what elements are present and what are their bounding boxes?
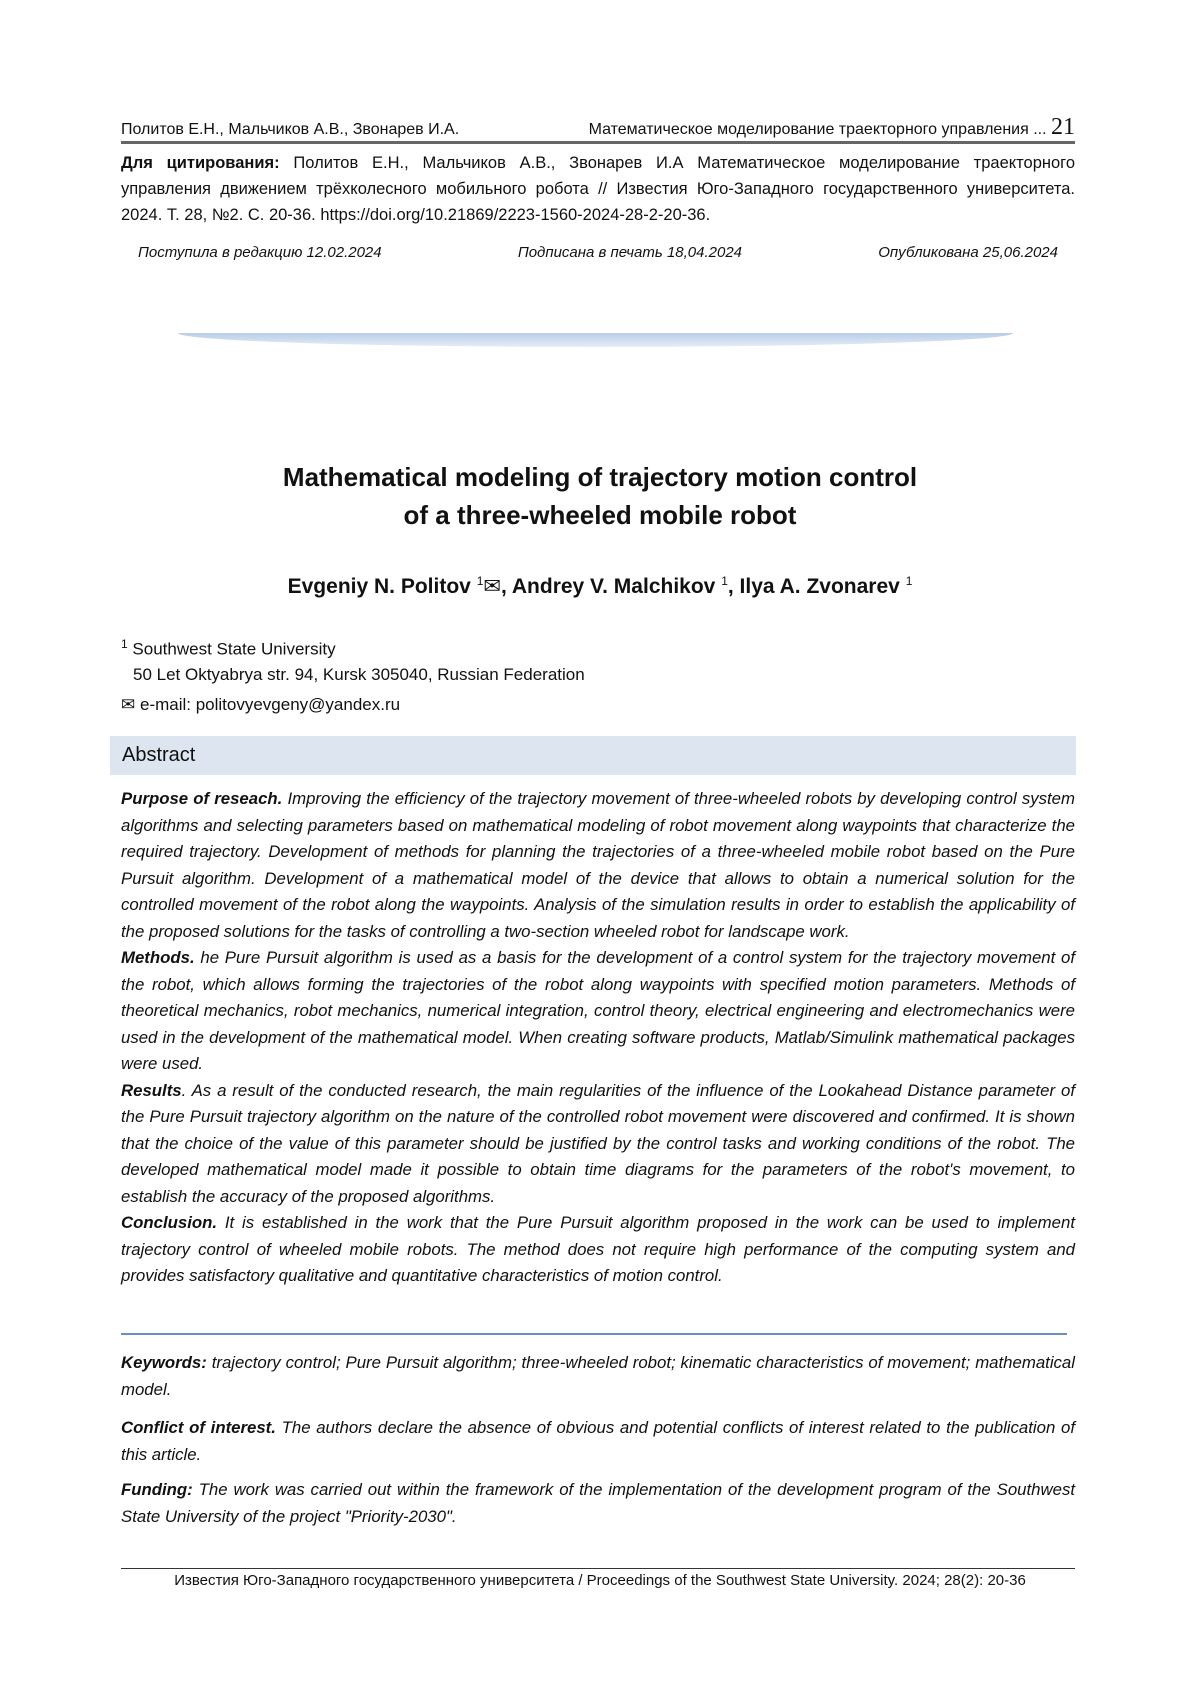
- funding-label: Funding:: [121, 1480, 193, 1499]
- citation: [121, 150, 1075, 228]
- envelope-icon: ✉: [483, 575, 501, 598]
- title-line-2: of a three-wheeled mobile robot: [0, 496, 1200, 534]
- author-3-sup: 1: [906, 574, 913, 588]
- header-authors: Политов Е.Н., Мальчиков А.В., Звонарев И.А.: [121, 121, 459, 139]
- citation-label: Для цитирования:: [121, 154, 280, 172]
- date-signed: Подписана в печать 18,04.2024: [518, 244, 742, 261]
- date-published: Опубликована 25,06.2024: [878, 244, 1058, 261]
- conclusion-text: It is established in the work that the Pure Pursuit algorithm proposed in the work can be used to implement trajectory control of wheeled mobile robots. The method does not require high performance of the computing system and provides satisfactory qualitative and quantitative characteristics of motion control.: [121, 1213, 1075, 1285]
- section-divider: [121, 1333, 1067, 1335]
- author-1: Evgeniy N. Politov: [288, 575, 471, 598]
- abstract-body: [121, 786, 1075, 1290]
- envelope-icon: ✉: [121, 695, 135, 714]
- affil-name: Southwest State University: [132, 640, 335, 659]
- conflict-of-interest: [121, 1415, 1075, 1468]
- results-label: Results: [121, 1081, 182, 1100]
- dates: [138, 244, 1058, 261]
- methods-text: he Pure Pursuit algorithm is used as a basis for the development of a control system for the trajectory movement of the robot, which allows forming the trajectories of the robot along waypoints with specified motion parameters. Methods of theoretical mechanics, robot mechanics, numerical integration, control theory, electrical engineering and electromechanics were used in the development of the mathematical model. When creating software products, Matlab/Simulink mathematical packages were used.: [121, 948, 1075, 1073]
- results-text: . As a result of the conducted research, the main regularities of the influence of the Lookahead Distance parameter of the Pure Pursuit trajectory algorithm on the nature of the controlled robot movement were discovered and confirmed. It is shown that the choice of the value of this parameter should be justified by the control tasks and working conditions of the robot. The developed mathematical model made it possible to obtain time diagrams for the parameters of the robot's movement, to establish the accuracy of the proposed algorithms.: [121, 1081, 1075, 1206]
- affil-address: 50 Let Oktyabrya str. 94, Kursk 305040, Russian Federation: [121, 662, 585, 687]
- running-header: [121, 113, 1075, 144]
- funding-text: The work was carried out within the framework of the implementation of the development program of the Southwest State University of the project "Priority-2030".: [121, 1480, 1075, 1526]
- email-link[interactable]: e-mail: politovyevgeny@yandex.ru: [140, 695, 400, 714]
- author-3: Ilya A. Zvonarev: [740, 575, 900, 598]
- funding: [121, 1477, 1075, 1530]
- affiliation: [121, 632, 585, 687]
- author-1-sup: 1: [477, 574, 484, 588]
- date-received: Поступила в редакцию 12.02.2024: [138, 244, 382, 261]
- affil-sup: 1: [121, 637, 128, 651]
- paper-page: [0, 0, 1200, 1698]
- page-number: 21: [1051, 114, 1075, 140]
- keywords: [121, 1350, 1075, 1403]
- author-2: Andrey V. Malchikov: [512, 575, 715, 598]
- decorative-divider: [178, 333, 1013, 347]
- email-line: [121, 695, 400, 715]
- citation-text: Политов Е.Н., Мальчиков А.В., Звонарев И.А Математическое моделирование траекторного управления движением трёхколесного мобильного робота // Известия Юго-Западного государственного университета. 2024. Т. 28, №2. С. 20-36. https://doi.org/10.21869/2223-1560-2024-28-2-20-36.: [121, 154, 1075, 224]
- purpose-text: Improving the efficiency of the trajectory movement of three-wheeled robots by developing control system algorithms and selecting parameters based on mathematical modeling of robot movement along waypoints that characterize the required trajectory. Development of methods for planning the trajectories of a three-wheeled mobile robot based on the Pure Pursuit algorithm. Development of a mathematical model of the device that allows to obtain a numerical solution for the controlled movement of the robot along the waypoints. Analysis of the simulation results in order to establish the applicability of the proposed solutions for the tasks of controlling a two-section wheeled robot for landscape work.: [121, 789, 1075, 941]
- keywords-text: trajectory control; Pure Pursuit algorithm; three-wheeled robot; kinematic characteristics of movement; mathematical model.: [121, 1353, 1075, 1399]
- methods-label: Methods.: [121, 948, 195, 967]
- keywords-label: Keywords:: [121, 1353, 207, 1372]
- conclusion-label: Conclusion.: [121, 1213, 217, 1232]
- abstract-heading: Abstract: [110, 736, 1076, 775]
- conflict-text: The authors declare the absence of obvious and potential conflicts of interest related to the publication of this article.: [121, 1418, 1075, 1464]
- conflict-label: Conflict of interest.: [121, 1418, 276, 1437]
- journal-footer: Известия Юго-Западного государственного университета / Proceedings of the Southwest State University. 2024; 28(2): 20-36: [0, 1572, 1200, 1589]
- title-line-1: Mathematical modeling of trajectory motion control: [0, 458, 1200, 496]
- authors: Evgeniy N. Politov 1✉, Andrey V. Malchikov 1, Ilya A. Zvonarev 1: [0, 574, 1200, 599]
- header-title: Математическое моделирование траекторного управления ...: [589, 121, 1047, 138]
- author-2-sup: 1: [721, 574, 728, 588]
- footer-rule: [121, 1568, 1075, 1569]
- purpose-label: Purpose of reseach.: [121, 789, 282, 808]
- paper-title: [0, 458, 1200, 534]
